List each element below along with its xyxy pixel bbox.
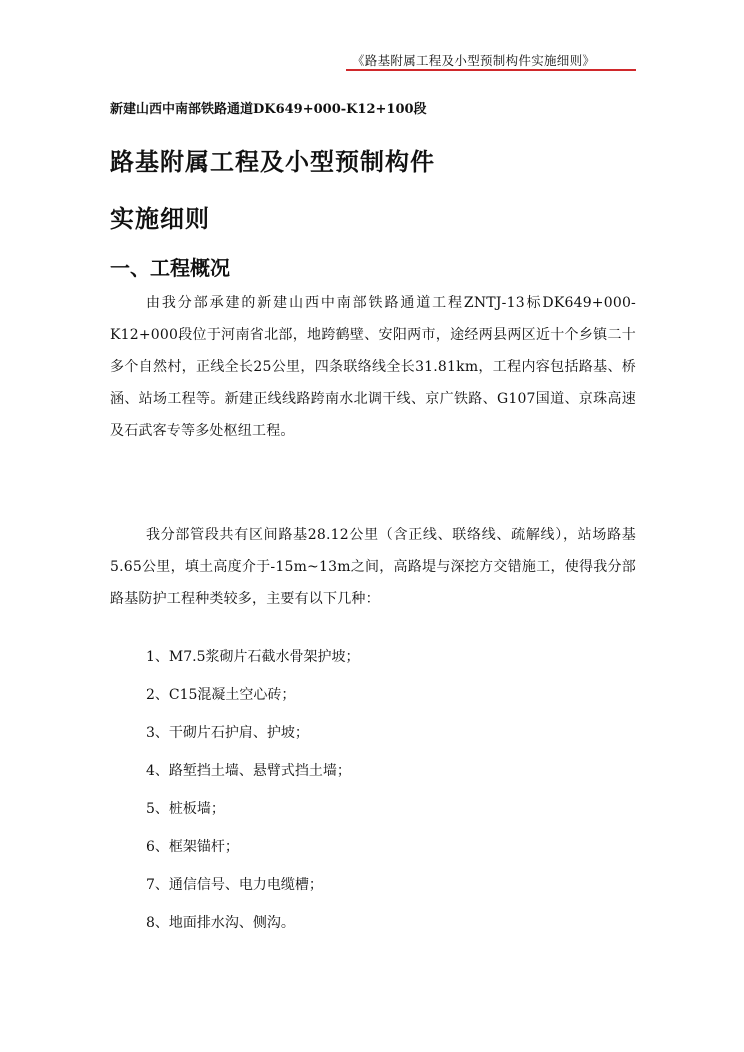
list-item: 8、地面排水沟、侧沟。 (146, 915, 295, 931)
running-header: 《路基附属工程及小型预制构件实施细则》 (352, 53, 596, 68)
header-rule (346, 69, 636, 71)
paragraph-subgrade: 我分部管段共有区间路基28.12公里（含正线、联络线、疏解线），站场路基5.65公里，填土高度介于-15m~13m之间，高路堤与深挖方交错施工，使得我分部路基防护工程种类较多，主要有以下几种： (110, 527, 636, 607)
section-heading: 一、工程概况 (110, 256, 230, 280)
list-item: 4、路堑挡土墙、悬臂式挡土墙； (146, 763, 351, 779)
document-title-line-2: 实施细则 (110, 204, 210, 233)
project-subject: 新建山西中南部铁路通道DK649+000-K12+100段 (110, 102, 427, 117)
document-title-line-1: 路基附属工程及小型预制构件 (110, 147, 435, 176)
paragraph-overview: 由我分部承建的新建山西中南部铁路通道工程ZNTJ-13标DK649+000-K12+000段位于河南省北部，地跨鹤壁、安阳两市，途经两县两区近十个乡镇二十多个自然村，正线全长25公里，四条联络线全长31.81km，工程内容包括路基、桥涵、站场工程等。新建正线线路跨南水北调干线、京广铁路、G107国道、京珠高速及石武客专等多处枢纽工程。 (110, 295, 636, 439)
list-item: 3、干砌片石护肩、护坡； (146, 725, 309, 741)
protection-works-list (146, 638, 360, 942)
list-item: 1、M7.5浆砌片石截水骨架护坡； (146, 649, 360, 665)
list-item: 5、桩板墙； (146, 801, 225, 817)
list-item: 6、框架锚杆； (146, 839, 239, 855)
list-item: 2、C15混凝土空心砖； (146, 687, 296, 703)
list-item: 7、通信信号、电力电缆槽； (146, 877, 323, 893)
